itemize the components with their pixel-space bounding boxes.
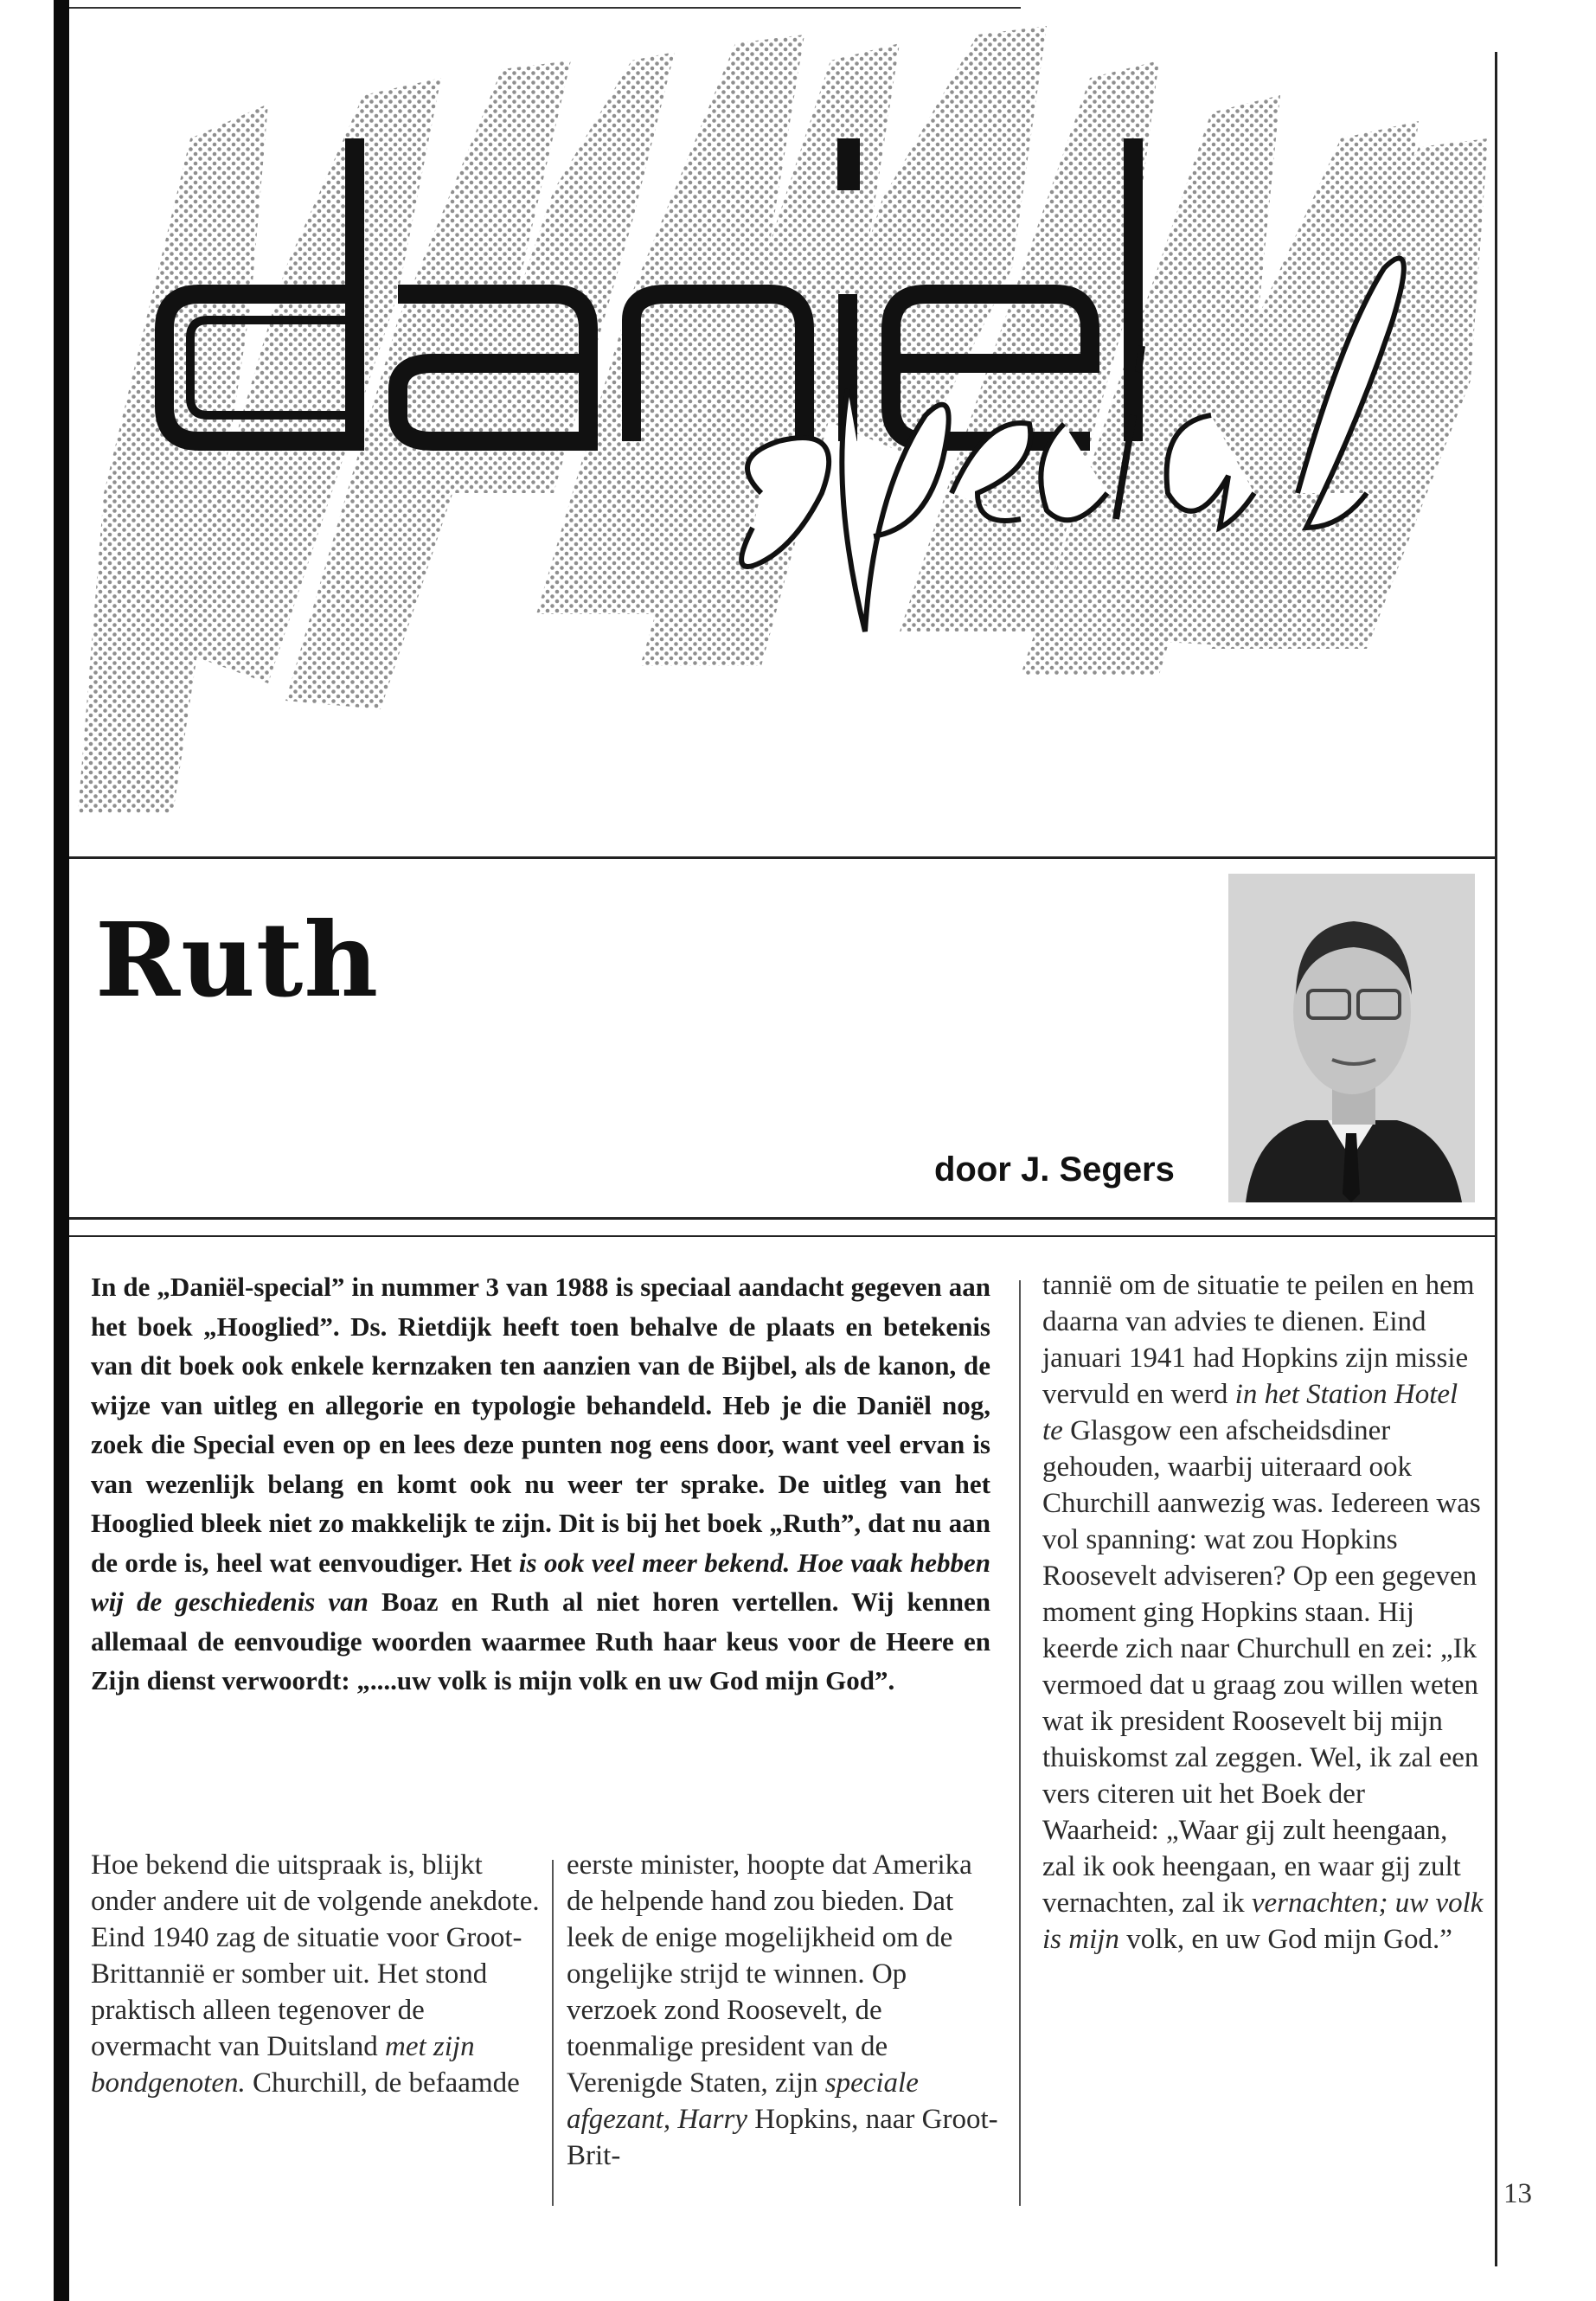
col3-text-end: volk, en uw God mijn God.” — [1126, 1924, 1452, 1955]
col3-text-italic: in het Station Hotel te — [1042, 1379, 1458, 1446]
page-number: 13 — [1503, 2178, 1532, 2209]
author-byline: door J. Segers — [934, 1150, 1175, 1189]
intro-paragraph — [91, 1267, 990, 1701]
col1-text: Hoe bekend die uitspraak is, blijkt onder andere uit de volgende anekdote. Eind 1940 zag de situatie voor Groot-Brittannië er somber uit. Het stond praktisch alleen tegenover de overmacht van Duitsland — [91, 1849, 540, 2062]
right-rule — [1495, 52, 1497, 2266]
page-margin — [0, 0, 61, 2301]
column-separator-2 — [1019, 1280, 1021, 2206]
col3-text-middle: Glasgow een afscheidsdiner gehouden, waarbij uiteraard ook Churchill aanwezig was. Iedereen was vol spanning: wat zou Hopkins Roosevelt adviseren? Op een gegeven moment ging Hopkins staan. Hij keerde zich naar Churchull en zei: „Ik vermoed dat u graag zou willen weten wat ik president Roosevelt bij mijn thuiskomst zal zeggen. Wel, ik zal een vers citeren uit het Boek der Waarheid: „Waar gij zult heengaan, zal ik ook heengaan, en waar gij zult vernachten, zal ik — [1042, 1415, 1481, 1919]
header-rule-top — [69, 856, 1497, 859]
col3-text-italic-2: vernachten; uw volk is mijn — [1042, 1888, 1484, 1955]
col2-text: eerste minister, hoopte dat Amerika de helpende hand zou bieden. Dat leek de enige mogelijkheid om de ongelijke strijd te winnen. Op verzoek zond Roosevelt, de toenmalige president van de Verenigde Staten, zijn — [567, 1849, 972, 2099]
intro-text: In de „Daniël-special” in nummer 3 van 1988 is speciaal aandacht gegeven aan het boek „Hooglied”. Ds. Rietdijk heeft toen behalve de plaats en betekenis van dit boek ook enkele kernzaken ten aanzien van de Bijbel, als de kanon, de wijze van uitleg en allegorie en typologie behandeld. Heb je die Daniël nog, zoek die Special even op en lees deze punten nog eens door, want veel ervan is van wezenlijk belang en komt ook nu weer ter sprake. De uitleg van het Hooglied bleek niet zo makkelijk te zijn. Dit is bij het boek „Ruth”, dat nu aan de orde is, heel wat eenvoudiger. Het — [91, 1272, 990, 1578]
col1-text-end: Churchill, de befaamde — [252, 2067, 520, 2099]
intro-text-italic: is ook veel meer bekend. Hoe vaak hebben wij de geschiedenis van — [91, 1547, 990, 1617]
header-rule-bottom-1 — [69, 1217, 1497, 1220]
header-rule-bottom-2 — [69, 1235, 1497, 1237]
body-column-3 — [1042, 1267, 1484, 1958]
column-separator-1 — [552, 1860, 554, 2206]
article-title: Ruth — [95, 900, 380, 1020]
author-photo — [1228, 874, 1475, 1202]
body-column-2 — [567, 1847, 999, 2174]
intro-text-end: Boaz en Ruth al niet horen vertellen. Wij kennen allemaal de eenvoudige woorden waarmee Ruth haar keus voor de Heere en Zijn dienst verwoordt: „....uw volk is mijn volk en uw God mijn God”. — [91, 1586, 990, 1695]
col2-text-end: Hopkins, naar Groot-Brit- — [567, 2104, 998, 2171]
col1-text-italic: met zijn bondgenoten. — [91, 2031, 475, 2099]
binding-edge — [54, 0, 69, 2301]
body-column-1 — [91, 1847, 541, 2101]
masthead-logo — [69, 9, 1495, 856]
col3-text: tannië om de situatie te peilen en hem daarna van advies te dienen. Eind januari 1941 had Hopkins zijn missie vervuld en werd — [1042, 1270, 1475, 1410]
col2-text-italic: speciale afgezant, Harry — [567, 2067, 919, 2135]
